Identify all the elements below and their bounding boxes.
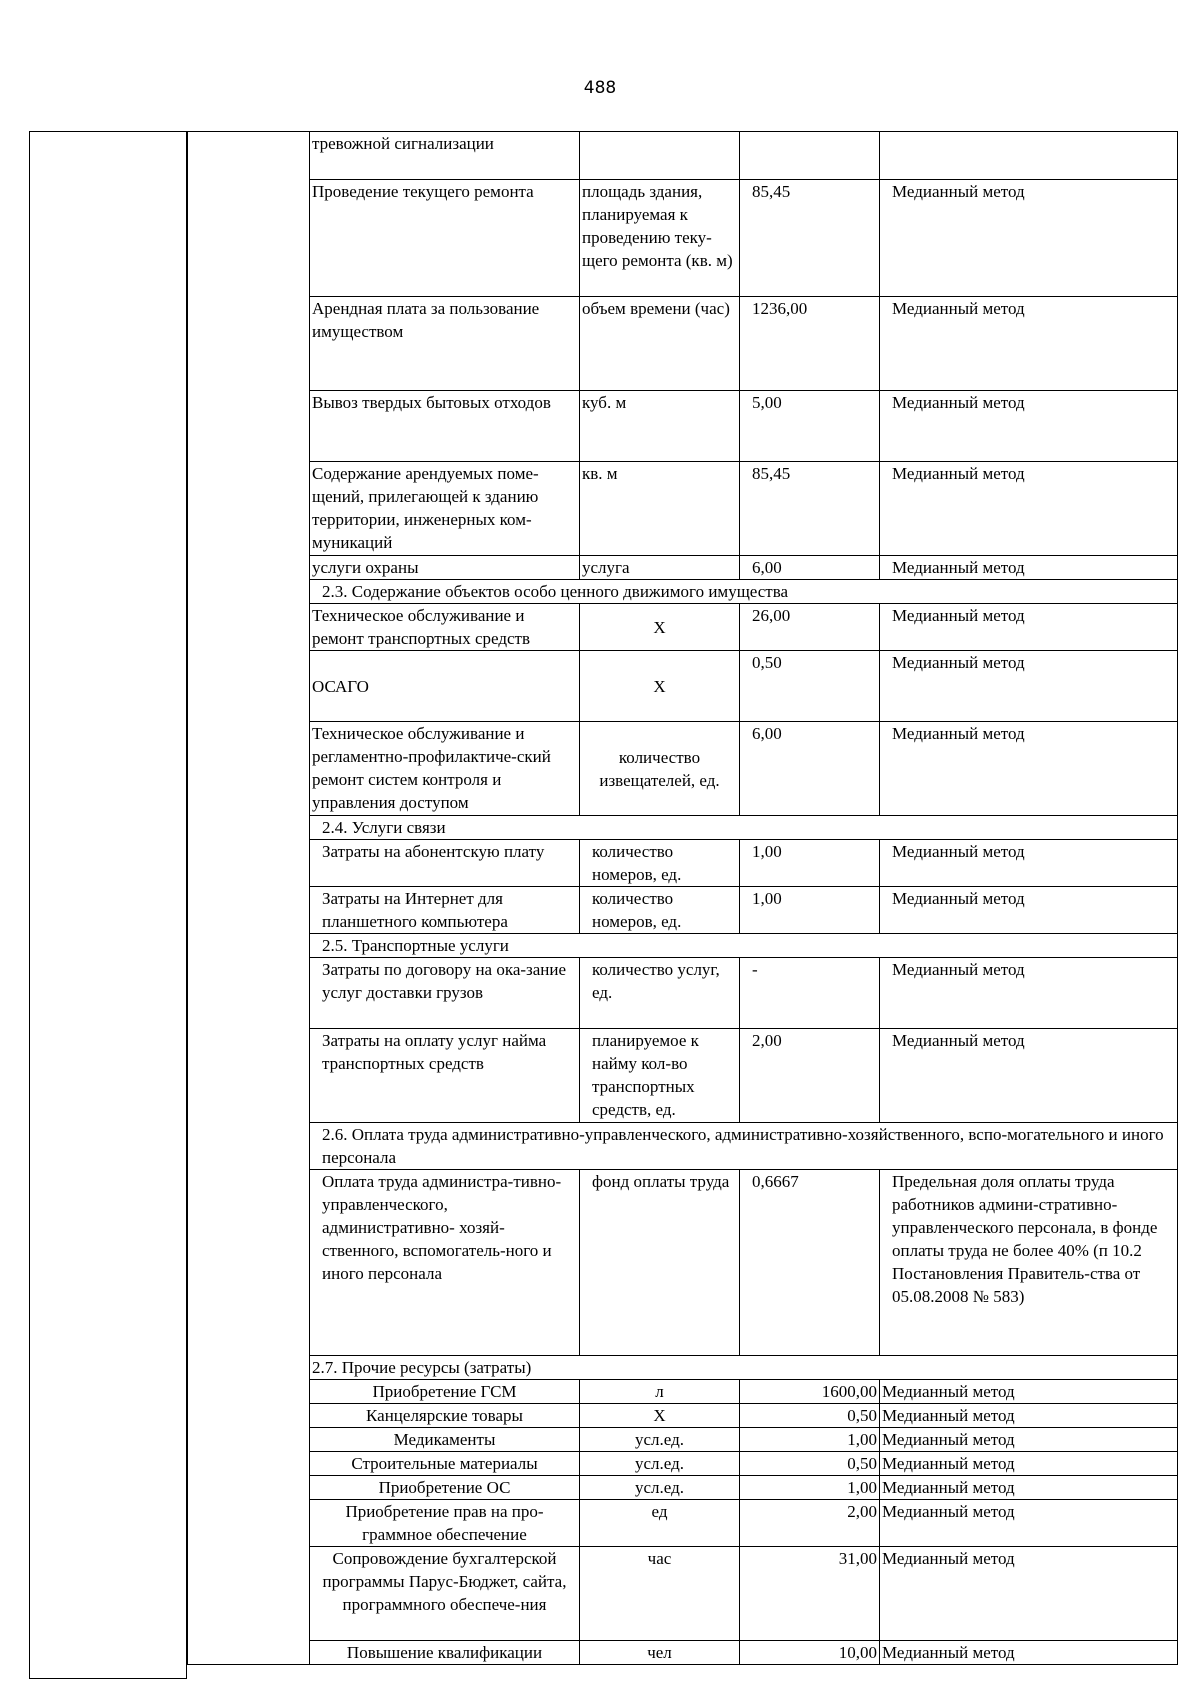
item-method: Медианный метод [880, 1500, 1178, 1547]
table-row [188, 462, 1178, 556]
item-method: Медианный метод [880, 1380, 1178, 1404]
cost-norms-table [187, 131, 1178, 1665]
blank-cell [188, 580, 310, 604]
item-value: 1,00 [740, 1476, 880, 1500]
item-method: Медианный метод [880, 1476, 1178, 1500]
item-method: Предельная доля оплаты труда работников админи-стративно- управленческого персонала, в фонде оплаты труда не более 40% (п 10.2 Постановления Правитель-ства от 05.08.2008 № 583) [880, 1170, 1178, 1356]
item-name: Оплата труда администра-тивно- управленческого, административно- хозяй-ственного, вспомогатель-ного и иного персонала [310, 1170, 580, 1356]
blank-cell [188, 934, 310, 958]
item-value: 1,00 [740, 887, 880, 934]
item-unit: площадь здания, планируемая к проведению теку-щего ремонта (кв. м) [580, 180, 740, 297]
item-method: Медианный метод [880, 604, 1178, 651]
blank-cell [188, 1404, 310, 1428]
table-row [188, 1641, 1178, 1665]
table-row [188, 1170, 1178, 1356]
item-name: Техническое обслуживание и ремонт транспортных средств [310, 604, 580, 651]
section-heading: 2.6. Оплата труда административно-управленческого, административно-хозяйственного, вспо-могательного и иного персонала [310, 1123, 1178, 1170]
blank-cell [188, 132, 310, 180]
section-row [188, 1356, 1178, 1380]
item-method: Медианный метод [880, 462, 1178, 556]
item-method: Медианный метод [880, 391, 1178, 462]
item-unit: Х [580, 604, 740, 651]
blank-cell [188, 1500, 310, 1547]
item-method: Медианный метод [880, 1547, 1178, 1641]
item-method: Медианный метод [880, 1641, 1178, 1665]
item-value: 26,00 [740, 604, 880, 651]
item-unit: количество извещателей, ед. [580, 722, 740, 816]
table-row [188, 604, 1178, 651]
item-method: Медианный метод [880, 887, 1178, 934]
table-row [188, 297, 1178, 391]
blank-cell [188, 297, 310, 391]
item-value: 31,00 [740, 1547, 880, 1641]
item-name: Техническое обслуживание и регламентно-профилактиче-ский ремонт систем контроля и управления доступом [310, 722, 580, 816]
blank-cell [188, 1428, 310, 1452]
item-method: Медианный метод [880, 840, 1178, 887]
item-unit: чел [580, 1641, 740, 1665]
item-unit: усл.ед. [580, 1476, 740, 1500]
section-heading: 2.5. Транспортные услуги [310, 934, 1178, 958]
item-name: Медикаменты [310, 1428, 580, 1452]
item-value: - [740, 958, 880, 1029]
item-method: Медианный метод [880, 1452, 1178, 1476]
table-row [188, 391, 1178, 462]
section-heading: 2.3. Содержание объектов особо ценного движимого имущества [310, 580, 1178, 604]
blank-cell [188, 840, 310, 887]
table-row [188, 840, 1178, 887]
item-method: Медианный метод [880, 180, 1178, 297]
blank-cell [188, 1476, 310, 1500]
item-value: 0,50 [740, 651, 880, 722]
item-unit: услуга [580, 556, 740, 580]
item-unit: л [580, 1380, 740, 1404]
item-value: 2,00 [740, 1500, 880, 1547]
blank-cell [188, 722, 310, 816]
table-row [188, 132, 1178, 180]
table-row [188, 180, 1178, 297]
item-name: Затраты на Интернет для планшетного компьютера [310, 887, 580, 934]
item-unit: усл.ед. [580, 1428, 740, 1452]
blank-cell [188, 1356, 310, 1380]
section-row [188, 816, 1178, 840]
item-unit: кв. м [580, 462, 740, 556]
item-method [880, 132, 1178, 180]
item-method: Медианный метод [880, 297, 1178, 391]
item-name: Вывоз твердых бытовых отходов [310, 391, 580, 462]
item-name: ОСАГО [310, 651, 580, 722]
section-row [188, 1123, 1178, 1170]
item-value [740, 132, 880, 180]
blank-cell [188, 1380, 310, 1404]
section-heading: 2.7. Прочие ресурсы (затраты) [310, 1356, 1178, 1380]
table-row [188, 1452, 1178, 1476]
page-number: 488 [583, 78, 617, 98]
blank-cell [188, 1123, 310, 1170]
item-value: 0,6667 [740, 1170, 880, 1356]
item-method: Медианный метод [880, 556, 1178, 580]
left-column-frame [29, 131, 187, 1679]
blank-cell [188, 391, 310, 462]
blank-cell [188, 887, 310, 934]
item-unit: объем времени (час) [580, 297, 740, 391]
item-value: 10,00 [740, 1641, 880, 1665]
item-unit: количество номеров, ед. [580, 887, 740, 934]
table-row [188, 1476, 1178, 1500]
item-value: 6,00 [740, 556, 880, 580]
item-name: Приобретение ГСМ [310, 1380, 580, 1404]
item-name: Приобретение ОС [310, 1476, 580, 1500]
table-row [188, 722, 1178, 816]
blank-cell [188, 1547, 310, 1641]
section-row [188, 934, 1178, 958]
item-value: 85,45 [740, 180, 880, 297]
blank-cell [188, 462, 310, 556]
item-value: 5,00 [740, 391, 880, 462]
item-unit: Х [580, 1404, 740, 1428]
item-value: 1236,00 [740, 297, 880, 391]
blank-cell [188, 1029, 310, 1123]
table-row [188, 1380, 1178, 1404]
item-name: Повышение квалификации [310, 1641, 580, 1665]
item-method: Медианный метод [880, 1029, 1178, 1123]
item-unit: усл.ед. [580, 1452, 740, 1476]
blank-cell [188, 556, 310, 580]
item-method: Медианный метод [880, 651, 1178, 722]
section-heading: 2.4. Услуги связи [310, 816, 1178, 840]
item-unit: планируемое к найму кол-во транспортных средств, ед. [580, 1029, 740, 1123]
blank-cell [188, 651, 310, 722]
item-name: тревожной сигнализации [310, 132, 580, 180]
item-value: 2,00 [740, 1029, 880, 1123]
item-name: Приобретение прав на про-граммное обеспечение [310, 1500, 580, 1547]
table-row [188, 651, 1178, 722]
table-row [188, 1404, 1178, 1428]
item-name: Канцелярские товары [310, 1404, 580, 1428]
item-method: Медианный метод [880, 958, 1178, 1029]
item-unit [580, 132, 740, 180]
item-method: Медианный метод [880, 1404, 1178, 1428]
table-row [188, 1428, 1178, 1452]
item-unit: Х [580, 651, 740, 722]
item-value: 0,50 [740, 1452, 880, 1476]
item-value: 1,00 [740, 840, 880, 887]
table-row [188, 1029, 1178, 1123]
item-method: Медианный метод [880, 722, 1178, 816]
table-row [188, 1500, 1178, 1547]
item-name: Проведение текущего ремонта [310, 180, 580, 297]
item-value: 6,00 [740, 722, 880, 816]
table-row [188, 1547, 1178, 1641]
blank-cell [188, 816, 310, 840]
item-name: Содержание арендуемых поме-щений, прилегающей к зданию территории, инженерных ком-муникаций [310, 462, 580, 556]
table-row [188, 887, 1178, 934]
blank-cell [188, 1452, 310, 1476]
item-value: 1,00 [740, 1428, 880, 1452]
item-name: Затраты на оплату услуг найма транспортных средств [310, 1029, 580, 1123]
item-value: 0,50 [740, 1404, 880, 1428]
item-unit: фонд оплаты труда [580, 1170, 740, 1356]
item-name: Затраты по договору на ока-зание услуг доставки грузов [310, 958, 580, 1029]
item-unit: количество услуг, ед. [580, 958, 740, 1029]
blank-cell [188, 1641, 310, 1665]
item-name: услуги охраны [310, 556, 580, 580]
item-unit: количество номеров, ед. [580, 840, 740, 887]
item-method: Медианный метод [880, 1428, 1178, 1452]
item-name: Сопровождение бухгалтерской программы Парус-Бюджет, сайта, программного обеспече-ния [310, 1547, 580, 1641]
blank-cell [188, 958, 310, 1029]
item-name: Арендная плата за пользование имуществом [310, 297, 580, 391]
item-value: 1600,00 [740, 1380, 880, 1404]
item-unit: час [580, 1547, 740, 1641]
section-row [188, 580, 1178, 604]
table-row [188, 556, 1178, 580]
blank-cell [188, 1170, 310, 1356]
item-name: Затраты на абонентскую плату [310, 840, 580, 887]
item-unit: ед [580, 1500, 740, 1547]
blank-cell [188, 180, 310, 297]
item-name: Строительные материалы [310, 1452, 580, 1476]
item-value: 85,45 [740, 462, 880, 556]
table-row [188, 958, 1178, 1029]
blank-cell [188, 604, 310, 651]
item-unit: куб. м [580, 391, 740, 462]
